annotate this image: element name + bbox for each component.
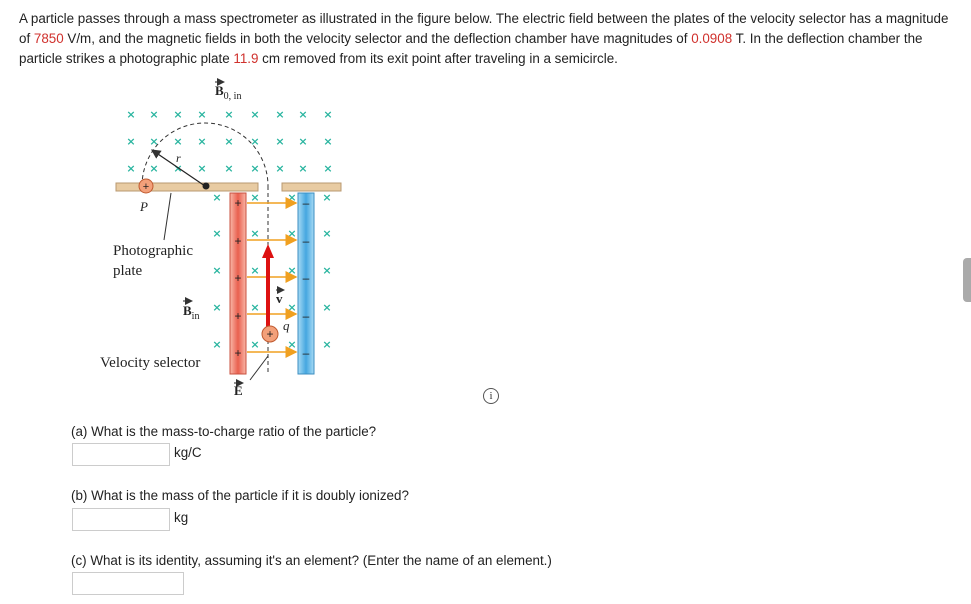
field-cross: × xyxy=(250,227,260,240)
plate-minus-sign: – xyxy=(302,346,310,360)
point-p-label: P xyxy=(140,199,148,214)
field-cross: × xyxy=(287,227,297,240)
bin-label: $B_{in}$ xyxy=(183,303,200,322)
field-cross: × xyxy=(126,108,136,121)
scrollbar[interactable] xyxy=(963,258,971,302)
field-cross: × xyxy=(250,108,260,121)
field-cross: × xyxy=(212,264,222,277)
radius-label: r xyxy=(176,151,181,165)
electric-field-value: 7850 xyxy=(33,31,64,46)
field-cross: × xyxy=(287,338,297,351)
question-b: (b) What is the mass of the particle if it is doubly ionized? xyxy=(71,488,409,503)
plate-minus-sign: – xyxy=(302,271,310,285)
plate-plus-sign: + xyxy=(234,196,242,210)
answer-b-input[interactable] xyxy=(72,508,170,531)
field-cross: × xyxy=(126,162,136,175)
field-cross: × xyxy=(173,162,183,175)
field-cross: × xyxy=(224,162,234,175)
plate-plus-sign: + xyxy=(234,346,242,360)
e-label: E xyxy=(234,383,243,398)
plate-plus-sign: + xyxy=(234,271,242,285)
field-cross: × xyxy=(173,108,183,121)
velocity-label: v xyxy=(276,291,283,306)
field-cross: × xyxy=(173,135,183,148)
photographic-plate xyxy=(116,183,258,191)
field-cross: × xyxy=(322,301,332,314)
point-p-plus: + xyxy=(142,181,150,193)
field-cross: × xyxy=(212,191,222,204)
field-cross: × xyxy=(323,135,333,148)
field-cross: × xyxy=(250,338,260,351)
distance-value: 11.9 xyxy=(233,51,259,66)
plate-leader xyxy=(164,193,171,240)
plate-minus-sign: – xyxy=(302,234,310,248)
field-cross: × xyxy=(250,301,260,314)
answer-a-input[interactable] xyxy=(72,443,170,466)
answer-b-unit: kg xyxy=(174,510,189,525)
b0-label: $B_{0, in}$ xyxy=(215,83,242,102)
problem-statement: A particle passes through a mass spectrometer as illustrated in the figure below. The electric field between the plates of the velocity selector has a magnitude of 7850 V/m, and the magnetic fields in both the velocity selector and the deflection chamber have magnitudes of 0.0908 T. In the deflection chamber the particle strikes a photographic plate 11.9 cm removed from its exit point after traveling in a semicircle. xyxy=(19,11,949,66)
e-leader xyxy=(250,356,268,380)
answer-a-unit: kg/C xyxy=(174,445,202,460)
velocity-arrow-head xyxy=(262,244,274,258)
field-cross: × xyxy=(212,301,222,314)
field-cross: × xyxy=(149,108,159,121)
charge-label: q xyxy=(283,318,290,333)
plate-minus-sign: – xyxy=(302,196,310,210)
field-cross: × xyxy=(298,162,308,175)
info-icon[interactable]: i xyxy=(483,388,499,404)
field-cross: × xyxy=(323,162,333,175)
field-cross: × xyxy=(224,108,234,121)
field-cross: × xyxy=(322,264,332,277)
field-cross: × xyxy=(197,135,207,148)
field-cross: × xyxy=(250,162,260,175)
field-cross: × xyxy=(212,338,222,351)
field-cross: × xyxy=(197,108,207,121)
field-cross: × xyxy=(275,162,285,175)
field-cross: × xyxy=(287,301,297,314)
field-cross: × xyxy=(323,108,333,121)
field-cross: × xyxy=(275,108,285,121)
field-cross: × xyxy=(287,264,297,277)
field-cross: × xyxy=(287,191,297,204)
field-cross: × xyxy=(197,162,207,175)
center-point xyxy=(203,183,210,190)
field-cross: × xyxy=(224,135,234,148)
field-cross: × xyxy=(250,191,260,204)
field-cross: × xyxy=(322,227,332,240)
question-c: (c) What is its identity, assuming it's an element? (Enter the name of an element.) xyxy=(71,553,552,568)
field-cross: × xyxy=(212,227,222,240)
field-cross: × xyxy=(250,264,260,277)
field-cross: × xyxy=(275,135,285,148)
field-cross: × xyxy=(322,338,332,351)
field-cross: × xyxy=(298,108,308,121)
field-cross: × xyxy=(126,135,136,148)
field-cross: × xyxy=(250,135,260,148)
field-cross: × xyxy=(149,162,159,175)
velocity-selector-label: Velocity selector xyxy=(100,355,201,371)
question-a: (a) What is the mass-to-charge ratio of the particle? xyxy=(71,424,377,439)
semicircle-path xyxy=(142,123,268,186)
field-cross: × xyxy=(149,135,159,148)
mass-spectrometer-figure xyxy=(95,78,355,400)
particle-plus: + xyxy=(266,327,274,341)
plate-minus-sign: – xyxy=(302,309,310,323)
field-cross: × xyxy=(298,135,308,148)
right-deflection-plate xyxy=(282,183,341,191)
photographic-plate-label: Photographic plate xyxy=(113,243,193,279)
answer-c-input[interactable] xyxy=(72,572,184,595)
magnetic-field-value: 0.0908 xyxy=(691,31,733,46)
plate-plus-sign: + xyxy=(234,309,242,323)
plate-plus-sign: + xyxy=(234,234,242,248)
field-cross: × xyxy=(322,191,332,204)
